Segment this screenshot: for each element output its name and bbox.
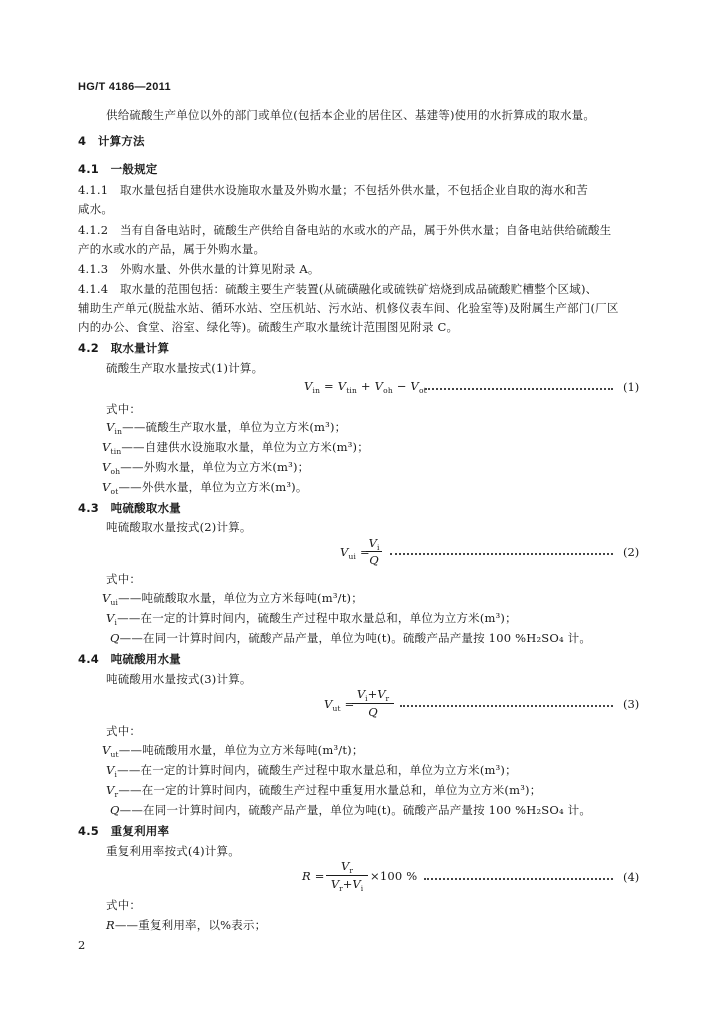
definition-text: ——吨硫酸用水量，单位为立方米每吨(m³/t)； (118, 743, 364, 757)
section-heading-4: 4 计算方法 (78, 134, 145, 148)
fraction-bar (352, 703, 394, 704)
definition-text: ——在同一计算时间内，硫酸产品产量，单位为吨(t)。硫酸产品产量按 100 %H₂SO₄ 计。 (119, 803, 592, 817)
definition-text: ——在一定的计算时间内，硫酸生产过程中取水量总和，单位为立方米(m³)； (117, 611, 517, 625)
formula-4-numerator: $V_r$ (341, 859, 353, 875)
section-heading-4-3: 4.3 吨硫酸取水量 (78, 501, 181, 515)
definition-vr: $V_r——$在一定的计算时间内，硫酸生产过程中重复用水量总和，单位为立方米(m³)； (106, 783, 542, 799)
definition-text: ——自建供水设施取水量，单位为立方米(m³)； (121, 440, 369, 454)
formula-intro-1: 硫酸生产取水量按式(1)计算。 (106, 361, 264, 375)
clause-4-1-4-cont1: 辅助生产单元(脱盐水站、循环水站、空压机站、污水站、机修仪表车间、化验室等)及附属生产部门(厂区 (78, 301, 619, 315)
formula-2-denominator: Q (369, 553, 379, 567)
fraction-bar (326, 875, 368, 876)
definition-vtin: $V_{tin}——$自建供水设施取水量，单位为立方米(m³)； (102, 440, 369, 456)
definition-text: ——硫酸生产取水量，单位为立方米(m³)； (122, 420, 347, 434)
equation-number-3: (3) (623, 697, 640, 711)
formula-intro-2: 吨硫酸取水量按式(2)计算。 (106, 520, 252, 534)
definition-voh: $V_{oh}——$外购水量，单位为立方米(m³)； (102, 460, 310, 476)
formula-3-numerator: $V_i+V_r$ (356, 687, 390, 703)
formula-3-denominator: Q (368, 705, 378, 719)
definition-text: ——重复利用率，以%表示； (114, 918, 267, 932)
definition-text: ——吨硫酸取水量，单位为立方米每吨(m³/t)； (118, 591, 363, 605)
clause-4-1-1: 4.1.1 取水量包括自建供水设施取水量及外购水量；不包括外供水量，不包括企业自取的海水和苦 (78, 183, 588, 197)
fraction-bar (366, 551, 382, 552)
page-number: 2 (78, 938, 86, 952)
formula-3-lhs: $V_{ut}$ = (324, 697, 355, 713)
where-label: 式中： (106, 572, 142, 586)
definition-r: R——重复利用率，以%表示； (106, 918, 267, 932)
definition-text: ——外购水量，单位为立方米(m³)； (120, 460, 310, 474)
definition-vot: $V_{ot}——$外供水量，单位为立方米(m³)。 (102, 480, 308, 496)
definition-vi: $V_i——$在一定的计算时间内，硫酸生产过程中取水量总和，单位为立方米(m³)； (106, 763, 517, 779)
clause-4-1-3: 4.1.3 外购水量、外供水量的计算见附录 A。 (78, 262, 320, 276)
definition-q: Q——在同一计算时间内，硫酸产品产量，单位为吨(t)。硫酸产品产量按 100 %H₂SO₄ 计。 (110, 631, 592, 645)
definition-q: Q——在同一计算时间内，硫酸产品产量，单位为吨(t)。硫酸产品产量按 100 %H₂SO₄ 计。 (110, 803, 592, 817)
formula-4-denominator: $V_r+V_i$ (330, 877, 364, 893)
equation-number-2: (2) (623, 545, 640, 559)
section-heading-4-5: 4.5 重复利用率 (78, 824, 170, 838)
clause-4-1-2-cont: 产的水或水的产品，属于外购水量。 (78, 242, 266, 256)
formula-1: $V_{in} = V_{tin} + V_{oh} - V_{ot}$ (304, 379, 427, 395)
leader-dots (424, 878, 613, 880)
clause-4-1-2: 4.1.2 当有自备电站时，硫酸生产供给自备电站的水或水的产品，属于外供水量；自备电站供给硫酸生 (78, 223, 612, 237)
definition-vui: $V_{ui}——$吨硫酸取水量，单位为立方米每吨(m³/t)； (102, 591, 363, 607)
leader-dots (390, 553, 613, 555)
definition-vin: $V_{in}——$硫酸生产取水量，单位为立方米(m³)； (106, 420, 347, 436)
formula-intro-4: 重复利用率按式(4)计算。 (106, 844, 240, 858)
formula-4-lhs: R = (302, 869, 325, 883)
clause-4-1-4: 4.1.4 取水量的范围包括：硫酸主要生产装置(从硫磺融化或硫铁矿焙烧到成品硫酸贮槽整个区域)、 (78, 282, 598, 296)
formula-2-numerator: $V_i$ (368, 536, 380, 552)
where-label: 式中： (106, 402, 142, 416)
formula-2-lhs: $V_{ui}$ = (340, 545, 370, 561)
clause-4-1-1-cont: 咸水。 (78, 202, 114, 216)
section-heading-4-4: 4.4 吨硫酸用水量 (78, 652, 181, 666)
leader-dots (400, 705, 613, 707)
section-heading-4-1: 4.1 一般规定 (78, 162, 158, 176)
leader-dots (425, 388, 613, 390)
definition-text: ——在一定的计算时间内，硫酸生产过程中取水量总和，单位为立方米(m³)； (117, 763, 517, 777)
equation-number-1: (1) (623, 380, 640, 394)
formula-intro-3: 吨硫酸用水量按式(3)计算。 (106, 672, 252, 686)
equation-number-4: (4) (623, 870, 640, 884)
section-heading-4-2: 4.2 取水量计算 (78, 341, 170, 355)
where-label: 式中： (106, 898, 142, 912)
where-label: 式中： (106, 724, 142, 738)
definition-text: ——外供水量，单位为立方米(m³)。 (118, 480, 308, 494)
standard-code: HG/T 4186—2011 (78, 81, 171, 93)
clause-4-1-4-cont2: 内的办公、食堂、浴室、绿化等)。硫酸生产取水量统计范围图见附录 C。 (78, 320, 459, 334)
definition-text: ——在同一计算时间内，硫酸产品产量，单位为吨(t)。硫酸产品产量按 100 %H₂SO₄ 计。 (119, 631, 592, 645)
definition-vi: $V_i——$在一定的计算时间内，硫酸生产过程中取水量总和，单位为立方米(m³)； (106, 611, 517, 627)
definition-vut: $V_{ut}——$吨硫酸用水量，单位为立方米每吨(m³/t)； (102, 743, 364, 759)
paragraph-line: 供给硫酸生产单位以外的部门或单位(包括本企业的居住区、基建等)使用的水折算成的取水量。 (106, 108, 596, 122)
definition-text: ——在一定的计算时间内，硫酸生产过程中重复用水量总和，单位为立方米(m³)； (118, 783, 542, 797)
formula-4-percent: ×100 % (370, 869, 418, 883)
